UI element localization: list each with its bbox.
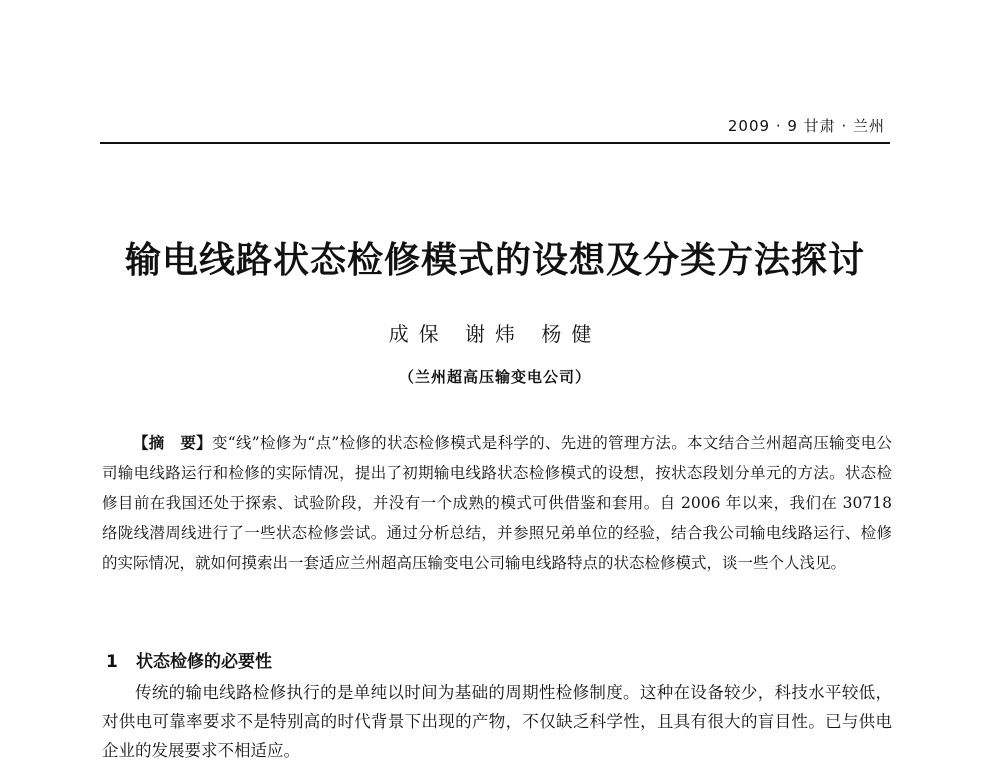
abstract-text: 变“线”检修为“点”检修的状态检修模式是科学的、先进的管理方法。本文结合兰州超高压输变电公司输电线路运行和检修的实际情况，提出了初期输电线路状态检修模式的设想，按状态段划分单元的方法。状态检修目前在我国还处于探索、试验阶段，并没有一个成熟的模式可供借鉴和套用。自 2006 年以来，我们在 30718 络陇线潜周线进行了一些状态检修尝试。通过分析总结，并参照兄弟单位的经验，结合我公司输电线路运行、检修的实际情况，就如何摸索出一套适应兰州超高压输变电公司输电线路特点的状态检修模式，谈一些个人浅见。 <box>102 434 892 572</box>
running-head: 2009 · 9 甘肃 · 兰州 <box>727 117 885 135</box>
paper-title: 输电线路状态检修模式的设想及分类方法探讨 <box>124 239 865 281</box>
header-rule <box>100 142 890 144</box>
affiliation: （兰州超高压输变电公司） <box>398 368 591 386</box>
section-heading <box>106 647 272 672</box>
authors: 成保 谢炜 杨健 <box>388 322 602 346</box>
abstract-label: 【摘 要】 <box>133 433 212 452</box>
section-number: 1 <box>106 652 118 672</box>
section-title: 状态检修的必要性 <box>136 652 272 672</box>
section-paragraph: 传统的输电线路检修执行的是单纯以时间为基础的周期性检修制度。这种在设备较少，科技水平较低，对供电可靠率要求不是特别高的时代背景下出现的产物，不仅缺乏科学性，且具有很大的盲目性。已与供电企业的发展要求不相适应。 <box>102 683 892 760</box>
abstract <box>102 428 892 578</box>
